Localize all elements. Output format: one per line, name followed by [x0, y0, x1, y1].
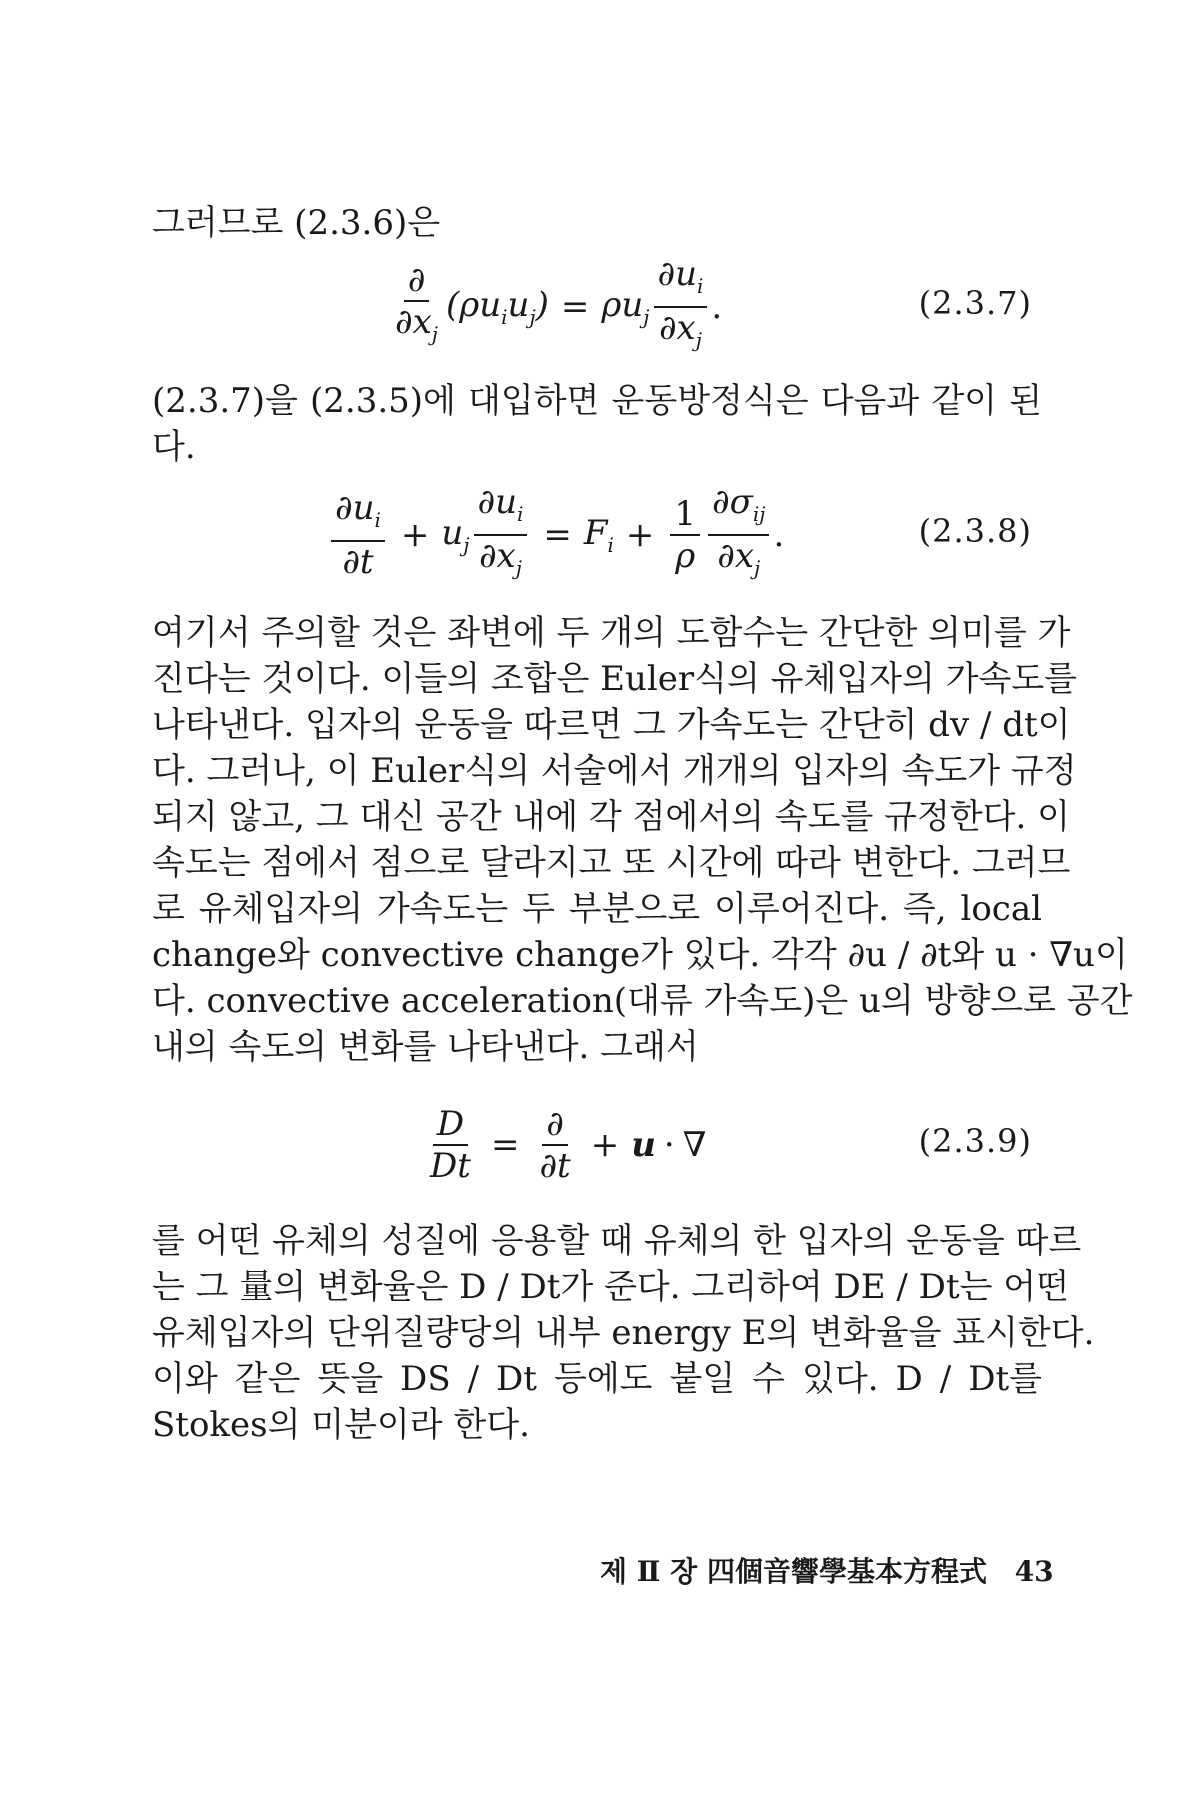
eq239-rhs-fraction: $\frac{\partial}{\partial t}$ [539, 1104, 571, 1186]
equation-2-3-7: $\frac{\partial}{\partial x_j}$ $(\rho u_iu_j)$ = $\rho u_j$ $\frac{\partial u_i}{\partial x_j}$ . (2.3.7) [152, 262, 1042, 352]
para1-line-1: (2.3.7)을 (2.3.5)에 대입하면 운동방정식은 다음과 같이 된 [152, 381, 1042, 421]
eq238-term2-prefix: $u_j$ [441, 513, 470, 557]
para2-line-7: 로 유체입자의 가속도는 두 부분으로 이루어진다. 즉, local [152, 889, 1042, 929]
para2-line-2: 진다는 것이다. 이들의 조합은 Euler식의 유체입자의 가속도를 [152, 659, 1078, 699]
eq238-term4: $\frac{\partial\sigma_{ij}}{\partial x_j}$ [708, 482, 769, 588]
equation-2-3-8: $\frac{\partial u_i}{\partial t}$ + $u_j$ $\frac{\partial u_i}{\partial x_j}$ = $F_i$ + $\frac{1}{\rho}$ $\frac{\partial\sigma_{ij}}{\partial x_j}$ . (2.3.8) [152, 490, 1042, 580]
para3-line-4: 이와 같은 뜻을 DS / Dt 등에도 붙일 수 있다. D / Dt를 [152, 1359, 1042, 1399]
para2-line-10: 내의 속도의 변화를 나타낸다. 그래서 [152, 1027, 699, 1067]
para1-line-2: 다. [152, 427, 196, 467]
eq238-force: $F_i$ [583, 513, 614, 557]
para2-line-8: change와 convective change가 있다. 각각 ∂u / ∂t와 u · ∇u이 [152, 935, 1128, 975]
footer-chapter-title: 제 Ⅱ 장 四個音響學基本方程式 [600, 1555, 987, 1588]
intro-line: 그러므로 (2.3.6)은 [152, 203, 441, 243]
eq238-term2: $\frac{\partial u_i}{\partial x_j}$ [474, 482, 528, 588]
eq237-rhs-fraction: $\frac{\partial u_i}{\partial x_j}$ [654, 254, 708, 360]
eq237-rhs-prefix: $\rho u_j$ [601, 285, 650, 329]
eq238-term3: $\frac{1}{\rho}$ [670, 494, 700, 576]
eq239-lhs-fraction: $\frac{D}{Dt}$ [430, 1104, 471, 1186]
para2-line-1: 여기서 주의할 것은 좌변에 두 개의 도함수는 간단한 의미를 가 [152, 613, 1071, 653]
equation-number-2-3-7: (2.3.7) [918, 284, 1032, 322]
para2-line-5: 되지 않고, 그 대신 공간 내에 각 점에서의 속도를 규정한다. 이 [152, 797, 1070, 837]
equation-number-2-3-9: (2.3.9) [918, 1122, 1032, 1160]
para3-line-5: Stokes의 미분이라 한다. [152, 1405, 530, 1445]
para2-line-4: 다. 그러나, 이 Euler식의 서술에서 개개의 입자의 속도가 규정 [152, 751, 1077, 791]
equation-number-2-3-8: (2.3.8) [918, 512, 1032, 550]
eq237-lhs-fraction: $\frac{\partial}{\partial x_j}$ [395, 260, 438, 346]
page-number: 43 [1014, 1555, 1054, 1588]
para3-line-2: 는 그 量의 변화율은 D / Dt가 준다. 그리하여 DE / Dt는 어떤 [152, 1267, 1069, 1307]
para2-line-6: 속도는 점에서 점으로 달라지고 또 시간에 따라 변한다. 그러므 [152, 843, 1071, 883]
running-footer [600, 1550, 1060, 1590]
para2-line-3: 나타낸다. 입자의 운동을 따르면 그 가속도는 간단히 dv / dt이 [152, 705, 1071, 745]
para3-line-1: 를 어떤 유체의 성질에 응용할 때 유체의 한 입자의 운동을 따르 [152, 1221, 1082, 1261]
para3-line-3: 유체입자의 단위질량당의 내부 energy E의 변화율을 표시한다. [152, 1313, 1095, 1353]
eq238-term1: $\frac{\partial u_i}{\partial t}$ [331, 488, 385, 582]
para2-line-9: 다. convective acceleration(대류 가속도)은 u의 방향으로 공간 [152, 981, 1133, 1021]
eq237-lhs-argument: $(\rho u_iu_j)$ [445, 285, 549, 329]
equation-2-3-9: $\frac{D}{Dt}$ = $\frac{\partial}{\partial t}$ + u · ∇ (2.3.9) [152, 1100, 1042, 1190]
